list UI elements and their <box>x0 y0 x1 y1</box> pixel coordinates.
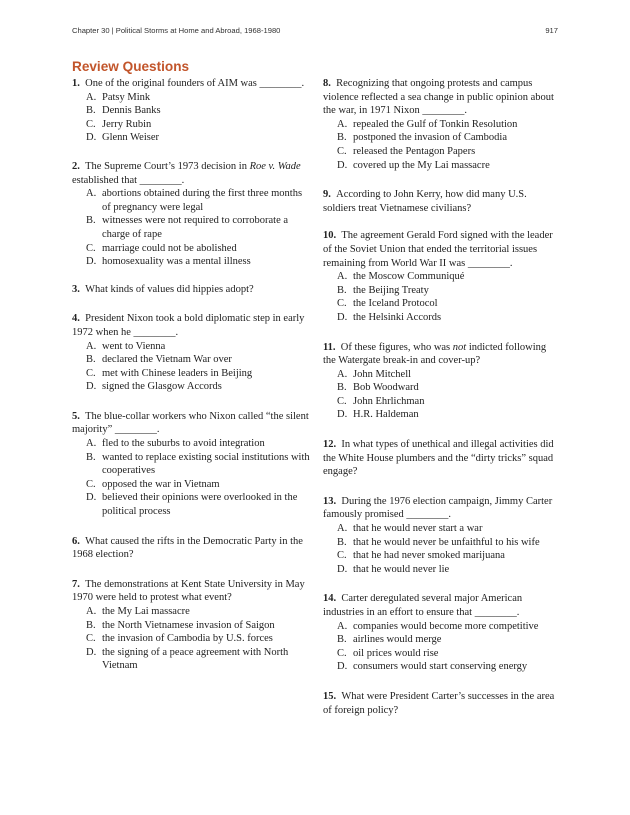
option-letter: D. <box>86 381 97 393</box>
option-text: John Mitchell <box>353 368 412 380</box>
option-text: the Iceland Protocol <box>353 298 438 310</box>
question-number: 12. <box>323 439 337 451</box>
answer-option <box>323 311 561 325</box>
question-number: 10. <box>323 230 337 242</box>
answer-option <box>323 620 561 634</box>
answer-option <box>323 660 561 674</box>
question-text: indicted following the Watergate break-in and cover-up? <box>323 341 547 367</box>
answer-options <box>72 605 310 673</box>
option-text: companies would become more competitive <box>353 620 539 632</box>
question-stem <box>72 312 310 339</box>
option-text: consumers would start conserving energy <box>353 661 528 673</box>
option-text: the Beijing Treaty <box>353 284 429 296</box>
question-text-italic: not <box>452 341 467 353</box>
question-stem <box>72 535 310 562</box>
option-text: witnesses were not required to corroborate a charge of rape <box>102 215 289 240</box>
option-letter: D. <box>86 492 97 504</box>
question-text: established that ________. <box>72 174 185 186</box>
question <box>72 578 310 673</box>
option-text: went to Vienna <box>102 340 166 352</box>
option-text: Glenn Weiser <box>102 132 159 144</box>
question-number: 7. <box>72 578 80 590</box>
question-stem <box>323 438 561 479</box>
option-letter: A. <box>337 620 348 632</box>
answer-option <box>72 451 310 478</box>
answer-option <box>72 131 310 145</box>
option-text: marriage could not be abolished <box>102 242 237 254</box>
option-letter: A. <box>86 606 97 617</box>
answer-option <box>323 368 561 382</box>
option-text: airlines would merge <box>353 634 442 646</box>
question <box>323 229 561 324</box>
answer-option <box>323 408 561 422</box>
question-text: During the 1976 election campaign, Jimmy Carter famously promised ________. <box>323 495 553 521</box>
option-letter: A. <box>86 91 97 103</box>
option-text: that he would never be unfaithful to his wife <box>353 536 540 548</box>
question-text: According to John Kerry, how did many U.S. soldiers treat Vietnamese civilians? <box>323 189 527 214</box>
option-letter: B. <box>337 634 347 646</box>
option-letter: C. <box>86 633 96 645</box>
question <box>323 341 561 423</box>
answer-options <box>323 620 561 674</box>
answer-option <box>323 563 561 577</box>
answer-option <box>72 646 310 673</box>
option-letter: B. <box>86 451 96 463</box>
right-column <box>323 77 561 717</box>
option-text: believed their opinions were overlooked in the political process <box>102 492 298 518</box>
running-header <box>72 26 558 38</box>
page-number: 917 <box>545 26 558 35</box>
option-letter: A. <box>86 438 97 450</box>
answer-option <box>72 380 310 394</box>
answer-option <box>323 633 561 647</box>
option-letter: C. <box>86 118 96 130</box>
option-text: H.R. Haldeman <box>353 409 419 421</box>
answer-option <box>323 159 561 173</box>
left-column <box>72 77 310 673</box>
answer-option <box>323 381 561 395</box>
question-number: 9. <box>323 189 331 201</box>
answer-option <box>72 437 310 451</box>
option-letter: B. <box>337 536 347 548</box>
question-number: 8. <box>323 78 331 89</box>
option-letter: D. <box>337 563 348 575</box>
option-letter: B. <box>86 354 96 366</box>
option-letter: B. <box>86 105 96 117</box>
answer-option <box>72 104 310 118</box>
question <box>323 77 561 172</box>
answer-option <box>72 242 310 256</box>
option-letter: A. <box>337 368 348 380</box>
question <box>72 283 310 297</box>
question-text: Carter deregulated several major American industries in an effort to ensure that ________. <box>323 593 523 618</box>
answer-option <box>72 340 310 354</box>
option-letter: B. <box>86 619 96 631</box>
question-text: What caused the rifts in the Democratic Party in the 1968 election? <box>72 535 303 561</box>
question-text: The blue-collar workers who Nixon called “the silent majority” ________. <box>72 410 309 436</box>
question-number: 1. <box>72 78 80 89</box>
option-text: that he would never lie <box>353 563 450 575</box>
question-stem <box>323 77 561 118</box>
option-letter: D. <box>86 132 97 144</box>
question-number: 11. <box>323 341 336 353</box>
question-stem <box>72 160 310 187</box>
question-number: 5. <box>72 410 80 422</box>
question <box>72 535 310 562</box>
question-stem <box>72 77 310 91</box>
answer-option <box>72 91 310 105</box>
option-text: wanted to replace existing social institutions with cooperatives <box>102 451 310 477</box>
question-text-italic: Roe v. Wade <box>249 160 301 172</box>
answer-options <box>72 437 310 519</box>
question-text: Of these figures, who was <box>340 341 453 353</box>
answer-options <box>323 522 561 576</box>
answer-option <box>72 491 310 518</box>
option-letter: C. <box>337 550 347 562</box>
option-letter: D. <box>337 661 348 673</box>
option-letter: B. <box>337 132 347 144</box>
answer-options <box>72 187 310 269</box>
answer-option <box>72 605 310 619</box>
option-letter: B. <box>337 382 347 394</box>
answer-option <box>323 395 561 409</box>
question-number: 6. <box>72 535 80 547</box>
question-stem <box>72 410 310 437</box>
answer-option <box>323 522 561 536</box>
question-number: 4. <box>72 313 80 325</box>
answer-option <box>323 270 561 284</box>
option-text: repealed the Gulf of Tonkin Resolution <box>353 118 518 130</box>
option-text: homosexuality was a mental illness <box>102 256 251 268</box>
answer-options <box>72 340 310 394</box>
question-text: What kinds of values did hippies adopt? <box>85 283 254 295</box>
answer-option <box>72 367 310 381</box>
answer-options <box>323 270 561 324</box>
option-text: the North Vietnamese invasion of Saigon <box>102 619 275 631</box>
option-text: the Moscow Communiqué <box>353 271 465 283</box>
option-text: fled to the suburbs to avoid integration <box>102 438 265 450</box>
option-letter: A. <box>337 523 348 535</box>
question-stem <box>323 341 561 368</box>
answer-option <box>323 131 561 145</box>
question <box>323 690 561 717</box>
question <box>323 188 561 215</box>
answer-option <box>323 118 561 132</box>
option-letter: C. <box>337 395 347 407</box>
question-text: The Supreme Court’s 1973 decision in <box>85 160 250 172</box>
question-number: 3. <box>72 283 80 295</box>
answer-options <box>72 91 310 145</box>
answer-option <box>323 145 561 159</box>
answer-option <box>72 478 310 492</box>
question <box>72 312 310 394</box>
option-text: the signing of a peace agreement with North Vietnam <box>102 646 289 672</box>
answer-option <box>323 297 561 311</box>
option-letter: A. <box>86 340 97 352</box>
question-text: One of the original founders of AIM was ________. <box>85 78 305 89</box>
question-text: In what types of unethical and illegal activities did the White House plumbers and the “dirty tricks” squad engage? <box>323 439 554 478</box>
answer-option <box>72 118 310 132</box>
option-letter: D. <box>337 409 348 421</box>
option-text: oil prices would rise <box>353 647 439 659</box>
question-stem <box>72 578 310 605</box>
answer-option <box>323 284 561 298</box>
option-letter: C. <box>86 367 96 379</box>
option-letter: A. <box>86 188 97 200</box>
question <box>323 438 561 479</box>
chapter-title: Chapter 30 | Political Storms at Home and Abroad, 1968-1980 <box>72 26 281 35</box>
question-stem <box>323 229 561 270</box>
question-stem <box>323 188 561 215</box>
question-number: 15. <box>323 690 337 702</box>
question-text: The demonstrations at Kent State University in May 1970 were held to protest what event? <box>72 578 305 604</box>
option-text: the invasion of Cambodia by U.S. forces <box>102 633 273 645</box>
option-letter: D. <box>86 646 97 658</box>
question-stem <box>323 592 561 619</box>
question <box>72 410 310 519</box>
question-number: 13. <box>323 495 337 507</box>
option-text: released the Pentagon Papers <box>353 145 476 157</box>
option-text: that he had never smoked marijuana <box>353 550 505 562</box>
option-letter: D. <box>337 159 348 171</box>
option-letter: C. <box>337 145 347 157</box>
question-stem <box>72 283 310 297</box>
question <box>72 77 310 145</box>
question-text: What were President Carter’s successes in the area of foreign policy? <box>323 690 555 716</box>
question <box>323 592 561 674</box>
option-text: abortions obtained during the first three months of pregnancy were legal <box>102 188 303 213</box>
question-text: President Nixon took a bold diplomatic step in early 1972 when he ________. <box>72 313 305 338</box>
option-text: covered up the My Lai massacre <box>353 159 490 171</box>
question-number: 2. <box>72 160 80 172</box>
answer-option <box>72 255 310 269</box>
option-text: Patsy Mink <box>102 91 151 103</box>
answer-option <box>72 619 310 633</box>
question-text: The agreement Gerald Ford signed with the leader of the Soviet Union that ended the territorial issues remaining from World War II was ________. <box>323 230 553 269</box>
option-letter: D. <box>337 311 348 323</box>
option-text: Jerry Rubin <box>102 118 152 130</box>
option-letter: D. <box>86 256 97 268</box>
option-letter: A. <box>337 118 348 130</box>
question <box>323 495 561 577</box>
option-text: Bob Woodward <box>353 382 419 394</box>
answer-option <box>72 353 310 367</box>
question-stem <box>323 495 561 522</box>
option-letter: A. <box>337 271 348 283</box>
answer-option <box>323 647 561 661</box>
option-text: the Helsinki Accords <box>353 311 442 323</box>
option-text: signed the Glasgow Accords <box>102 381 222 393</box>
answer-options <box>323 368 561 422</box>
option-letter: B. <box>86 215 96 227</box>
question-number: 14. <box>323 593 337 605</box>
option-text: postponed the invasion of Cambodia <box>353 132 507 144</box>
option-letter: C. <box>337 647 347 659</box>
option-letter: C. <box>86 242 96 254</box>
option-text: Dennis Banks <box>102 105 161 117</box>
answer-option <box>323 536 561 550</box>
answer-option <box>72 632 310 646</box>
option-text: opposed the war in Vietnam <box>102 478 220 490</box>
question-text: Recognizing that ongoing protests and campus violence reflected a sea change in public opinion about the war, in 1971 Nixon ________. <box>323 78 554 117</box>
option-text: declared the Vietnam War over <box>102 354 232 366</box>
option-text: the My Lai massacre <box>102 606 190 617</box>
question-stem <box>323 690 561 717</box>
option-text: met with Chinese leaders in Beijing <box>102 367 253 379</box>
option-letter: C. <box>337 298 347 310</box>
section-title: Review Questions <box>72 59 190 74</box>
answer-option <box>72 214 310 241</box>
answer-options <box>323 118 561 172</box>
answer-option <box>72 187 310 214</box>
option-letter: B. <box>337 284 347 296</box>
option-text: that he would never start a war <box>353 523 483 535</box>
answer-option <box>323 549 561 563</box>
option-text: John Ehrlichman <box>353 395 425 407</box>
option-letter: C. <box>86 478 96 490</box>
question <box>72 160 310 269</box>
